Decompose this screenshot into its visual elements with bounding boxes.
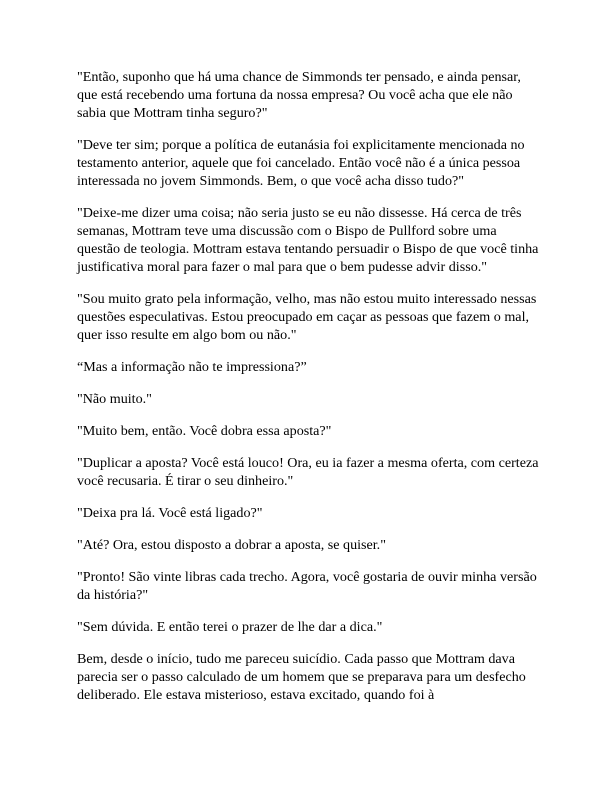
paragraph: Bem, desde o início, tudo me pareceu suicídio. Cada passo que Mottram dava parecia ser o passo calculado de um homem que se preparava para um desfecho deliberado. Ele estava misterioso, estava excitado, quando foi à <box>77 651 526 703</box>
paragraph: "Muito bem, então. Você dobra essa aposta?" <box>77 423 332 439</box>
paragraph: "Até? Ora, estou disposto a dobrar a aposta, se quiser." <box>77 537 386 553</box>
paragraph: "Pronto! São vinte libras cada trecho. Agora, você gostaria de ouvir minha versão da história?" <box>77 569 537 603</box>
paragraph: "Deixe-me dizer uma coisa; não seria justo se eu não dissesse. Há cerca de três semanas, Mottram teve uma discussão com o Bispo de Pullford sobre uma questão de teologia. Mottram estava tentando persuadir o Bispo de que você tinha justificativa moral para fazer o mal para que o bem pudesse advir disso." <box>77 205 539 275</box>
document-page <box>77 68 543 718</box>
paragraph: “Mas a informação não te impressiona?” <box>77 359 307 375</box>
paragraph: "Deixa pra lá. Você está ligado?" <box>77 505 263 521</box>
paragraph: "Sou muito grato pela informação, velho, mas não estou muito interessado nessas questões especulativas. Estou preocupado em caçar as pessoas que fazem o mal, quer isso resulte em algo bom ou não." <box>77 291 537 343</box>
paragraph: "Duplicar a aposta? Você está louco! Ora, eu ia fazer a mesma oferta, com certeza você recusaria. É tirar o seu dinheiro." <box>77 455 539 489</box>
paragraph: "Sem dúvida. E então terei o prazer de lhe dar a dica." <box>77 619 383 635</box>
paragraph: "Deve ter sim; porque a política de eutanásia foi explicitamente mencionada no testamento anterior, aquele que foi cancelado. Então você não é a única pessoa interessada no jovem Simmonds. Bem, o que você acha disso tudo?" <box>77 137 525 189</box>
paragraph: "Então, suponho que há uma chance de Simmonds ter pensado, e ainda pensar, que está recebendo uma fortuna da nossa empresa? Ou você acha que ele não sabia que Mottram tinha seguro?" <box>77 69 521 121</box>
paragraph: "Não muito." <box>77 391 152 407</box>
